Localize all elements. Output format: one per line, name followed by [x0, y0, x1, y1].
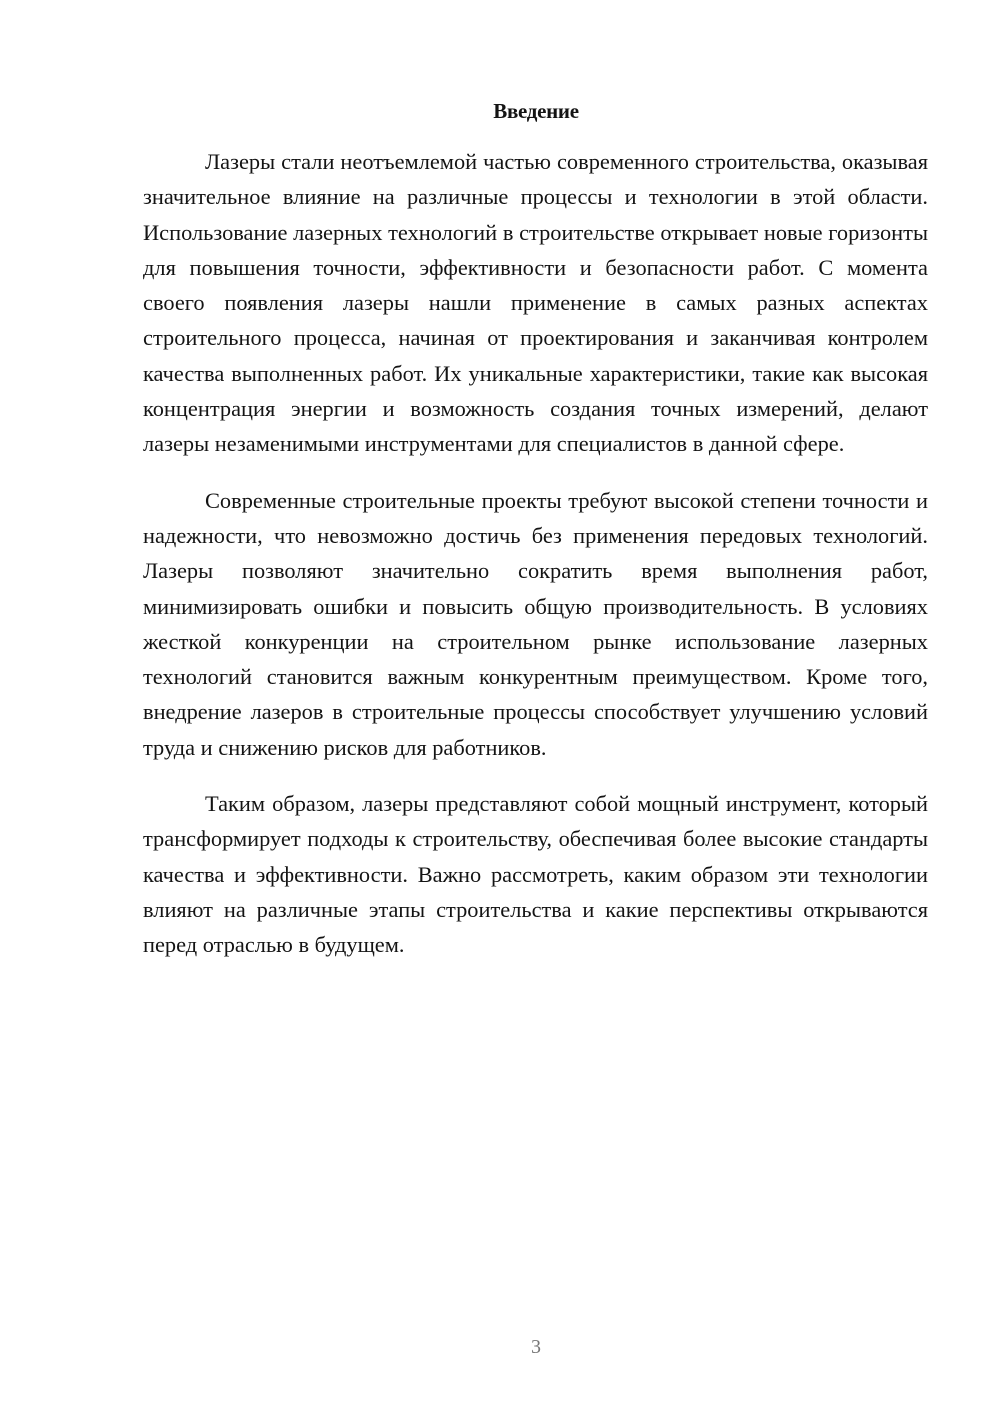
paragraph-2: Современные строительные проекты требуют высокой степени точности и надежности, что невозможно достичь без применения передовых технологий. Лазеры позволяют значительно сократить время выполнения работ, минимизировать ошибки и повысить общую производительность. В условиях жесткой конкуренции на строительном рынке использование лазерных технологий становится важным конкурентным преимуществом. Кроме того, внедрение лазеров в строительные процессы способствует улучшению условий труда и снижению рисков для работников.	[143, 487, 928, 760]
section-title: Введение	[493, 99, 579, 123]
paragraph-3: Таким образом, лазеры представляют собой мощный инструмент, который трансформирует подходы к строительству, обеспечивая более высокие стандарты качества и эффективности. Важно рассмотреть, каким образом эти технологии влияют на различные этапы строительства и какие перспективы открываются перед отраслью в будущем.	[143, 791, 928, 958]
page-number: 3	[531, 1336, 541, 1358]
body-text	[143, 144, 928, 984]
paragraph-1: Лазеры стали неотъемлемой частью современного строительства, оказывая значительное влияние на различные процессы и технологии в этой области. Использование лазерных технологий в строительстве открывает новые горизонты для повышения точности, эффективности и безопасности работ. С момента своего появления лазеры нашли применение в самых разных аспектах строительного процесса, начиная от проектирования и заканчивая контролем качества выполненных работ. Их уникальные характеристики, такие как высокая концентрация энергии и возможность создания точных измерений, делают лазеры незаменимыми инструментами для специалистов в данной сфере.	[143, 149, 928, 457]
